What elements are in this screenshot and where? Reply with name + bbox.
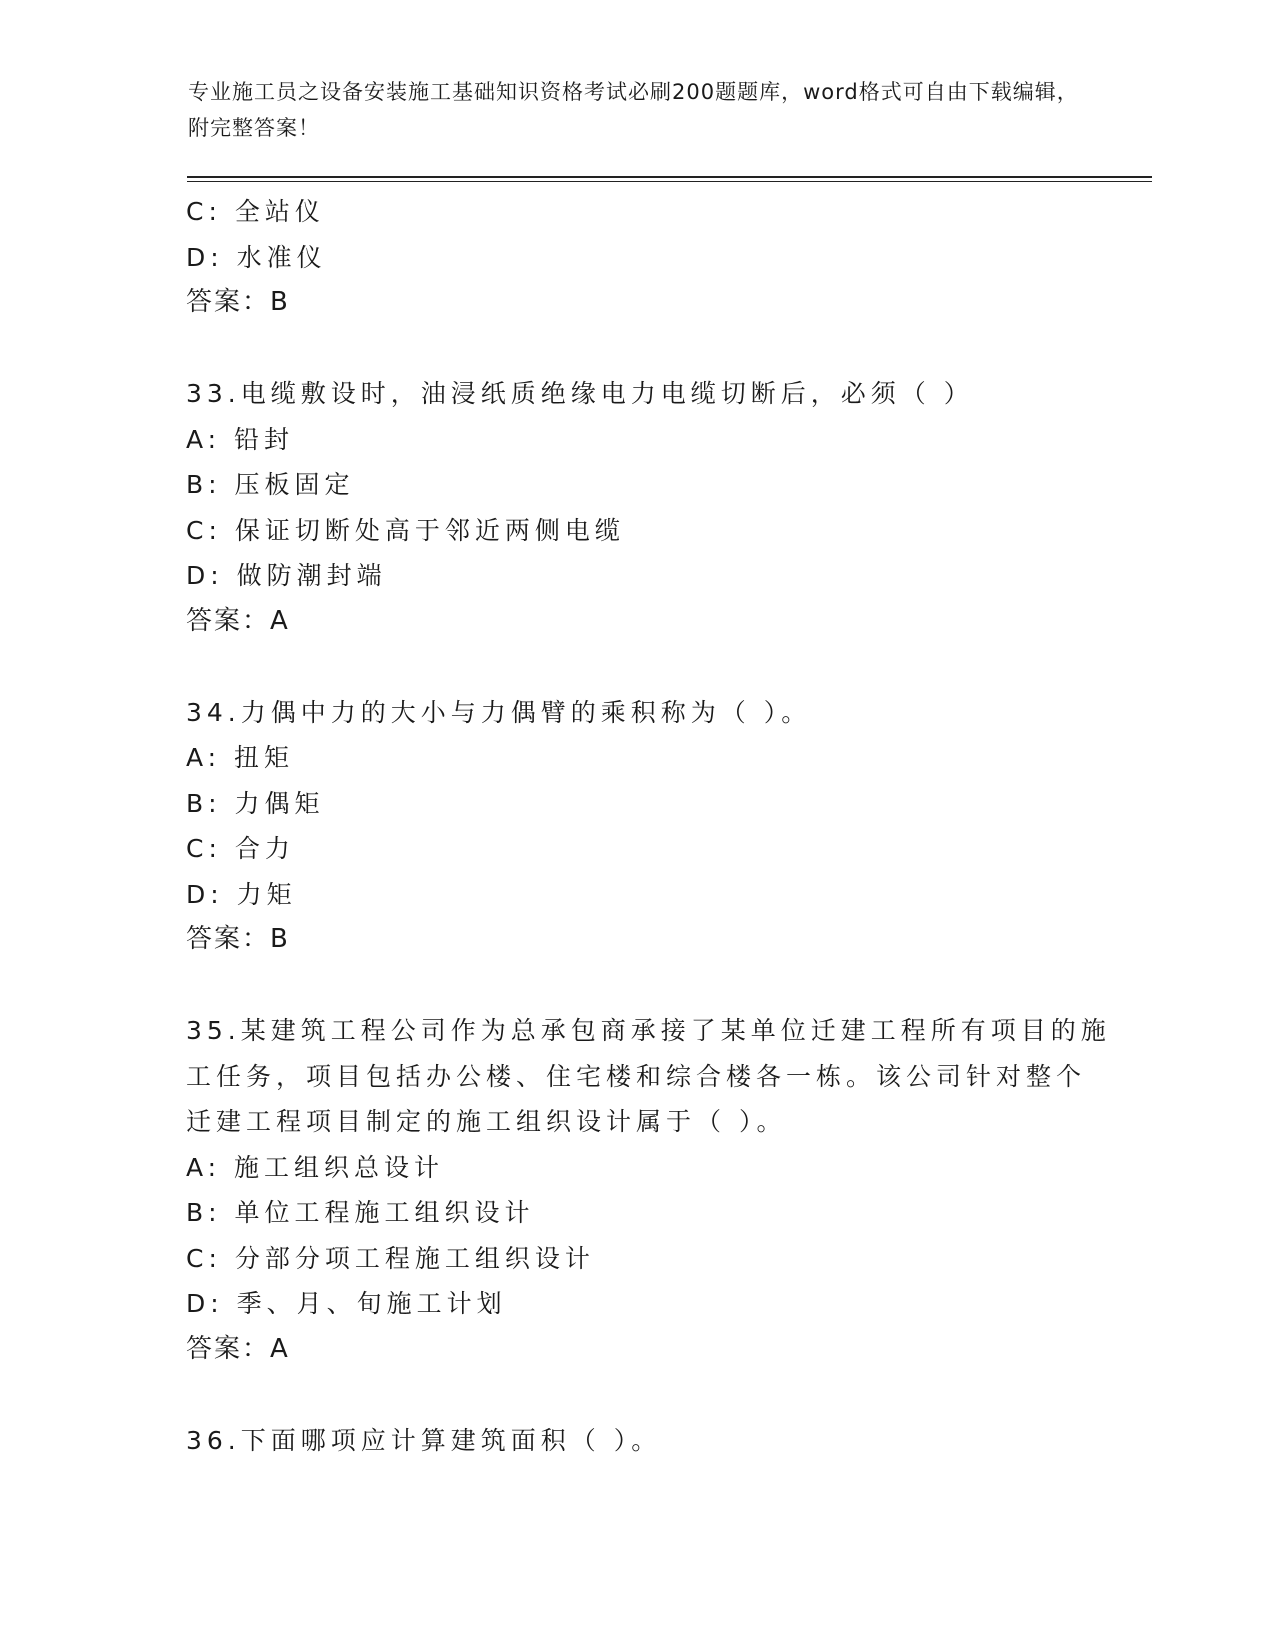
question-35 <box>186 1008 1111 1372</box>
question-stem: 34.力偶中力的大小与力偶臂的乘积称为（ ）。 <box>186 697 812 727</box>
question-stem-line-1: 35.某建筑工程公司作为总承包商承接了某单位迁建工程所有项目的施 <box>186 1016 1111 1045</box>
option-d: D: 水准仪 <box>186 242 327 272</box>
spacer <box>186 644 1086 690</box>
question-content <box>186 189 1111 1463</box>
option-b: B: 单位工程施工组织设计 <box>186 1198 535 1227</box>
question-stem: 36.下面哪项应计算建筑面积（ ）。 <box>186 1425 662 1455</box>
spacer <box>186 963 1086 1009</box>
answer-label: 答案：B <box>186 287 290 317</box>
option-a: A: 施工组织总设计 <box>186 1152 445 1182</box>
option-c: C: 分部分项工程施工组织设计 <box>186 1243 595 1273</box>
option-a: A: 铅封 <box>186 424 295 454</box>
answer-label: 答案：A <box>186 1333 290 1364</box>
question-stem-line-3: 迁建工程项目制定的施工组织设计属于（ ）。 <box>186 1107 787 1136</box>
question-34 <box>186 690 1086 963</box>
option-b: B: 力偶矩 <box>186 788 325 818</box>
option-d: D: 季、月、旬施工计划 <box>186 1289 507 1318</box>
option-d: D: 力矩 <box>186 879 297 909</box>
question-stem: 33.电缆敷设时，油浸纸质绝缘电力电缆切断后，必须（ ） <box>186 379 974 408</box>
header-rule-thin <box>187 181 1152 182</box>
question-32-tail <box>186 189 1086 326</box>
question-stem-line-2: 工任务，项目包括办公楼、住宅楼和综合楼各一栋。该公司针对整个 <box>186 1061 1087 1091</box>
header-rule-thick <box>187 176 1152 178</box>
option-b: B: 压板固定 <box>186 470 355 499</box>
answer-label: 答案：B <box>186 924 290 954</box>
document-header <box>188 74 1088 146</box>
spacer <box>186 1372 1086 1418</box>
question-33 <box>186 371 1086 644</box>
option-c: C: 全站仪 <box>186 197 325 226</box>
option-c: C: 保证切断处高于邻近两侧电缆 <box>186 515 625 545</box>
header-title: 专业施工员之设备安装施工基础知识资格考试必刷200题题库，word格式可自由下载编辑，附完整答案！ <box>188 80 1079 140</box>
spacer <box>186 326 1086 372</box>
option-a: A: 扭矩 <box>186 743 295 772</box>
option-d: D: 做防潮封端 <box>186 561 387 590</box>
answer-label: 答案：A <box>186 605 290 636</box>
question-36 <box>186 1418 1086 1464</box>
option-c: C: 合力 <box>186 834 295 863</box>
